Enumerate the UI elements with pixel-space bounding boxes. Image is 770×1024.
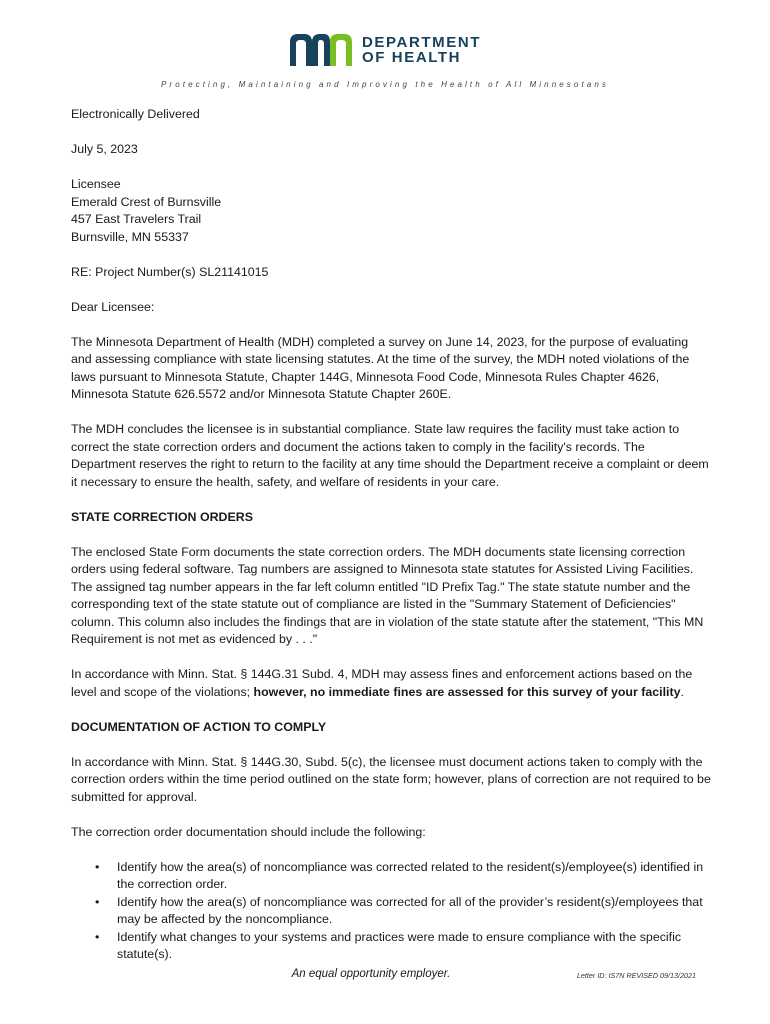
- footer-employer: An equal opportunity employer.: [291, 968, 451, 980]
- letterhead: [0, 32, 770, 72]
- bullet-icon: •: [95, 929, 100, 944]
- department-of-health-wordmark: [362, 35, 481, 65]
- list-item: [71, 859, 711, 894]
- mn-logo-icon: [290, 32, 354, 66]
- paragraph-fines: [71, 666, 711, 701]
- address-line: Burnsville, MN 55337: [71, 229, 189, 244]
- salutation: Dear Licensee:: [71, 299, 155, 314]
- tagline: Protecting, Maintaining and Improving the Health of All Minnesotans: [161, 80, 609, 89]
- list-item-text: Identify how the area(s) of noncompliance was corrected related to the resident(s)/employee(s) identified in the correction order.: [117, 859, 704, 891]
- list-item-text: Identify what changes to your systems and practices were made to ensure compliance with the specific statute(s).: [117, 929, 682, 961]
- address-line: 457 East Travelers Trail: [71, 212, 202, 226]
- list-item: [71, 894, 711, 929]
- recipient-address: [71, 176, 711, 246]
- logo-line-1: DEPARTMENT: [362, 34, 482, 51]
- fines-end: .: [680, 684, 684, 699]
- bullet-icon: •: [95, 894, 100, 909]
- paragraph-compliance: The MDH concludes the licensee is in substantial compliance. State law requires the facility must take action to correct the state correction orders and document the actions taken to comply in the facility's records. The Department reserves the right to return to the facility at any time should the Department receive a complaint or deem it necessary to ensure the health, safety, and welfare of residents in your care.: [71, 422, 709, 489]
- delivery-method: Electronically Delivered: [71, 107, 200, 121]
- paragraph-state-correction-orders: The enclosed State Form documents the state correction orders. The MDH documents state licensing correction orders using federal software. Tag numbers are assigned to Minnesota state statutes for Assisted Living Facilities. The assigned tag number appears in the far left column entitled "ID Prefix Tag." The state statute number and the corresponding text of the state statute out of compliance are listed in the "Summary Statement of Deficiencies" column. This column also includes the findings that are in violation of the state statute after the statement, "This MN Requirement is not met as evidenced by . . .": [71, 544, 704, 646]
- address-line: Licensee: [71, 177, 121, 191]
- fines-bold-text: however, no immediate fines are assessed for this survey of your facility: [253, 684, 681, 699]
- fines-text: In accordance with Minn. Stat. § 144G.31 Subd. 4, MDH may assess fines and enforcement actions based on the level and scope of the violations;: [71, 667, 693, 699]
- bullet-icon: •: [95, 859, 100, 874]
- requirements-list: [71, 859, 711, 964]
- section-heading-documentation: DOCUMENTATION OF ACTION TO COMPLY: [71, 719, 327, 734]
- letter-body: [71, 106, 711, 964]
- logo-line-2: OF HEALTH: [362, 49, 462, 66]
- list-intro: The correction order documentation should include the following:: [71, 824, 426, 839]
- list-item: [71, 929, 711, 964]
- list-item-text: Identify how the area(s) of noncompliance was corrected for all of the provider’s resident(s)/employees that may be affected by the noncompliance.: [117, 894, 703, 926]
- paragraph-survey: The Minnesota Department of Health (MDH) completed a survey on June 14, 2023, for the purpose of evaluating and assessing compliance with state licensing statutes. At the time of the survey, the MDH noted violations of the laws pursuant to Minnesota Statute, Chapter 144G, Minnesota Food Code, Minnesota Rules Chapter 4626, Minnesota Statute 626.5572 and/or Minnesota Statute Chapter 260E.: [71, 334, 690, 401]
- section-heading-state-correction-orders: STATE CORRECTION ORDERS: [71, 509, 253, 524]
- letter-date: July 5, 2023: [71, 142, 138, 156]
- footer-letter-id: Letter ID: IS7N REVISED 09/13/2021: [576, 971, 696, 980]
- address-line: Emerald Crest of Burnsville: [71, 194, 222, 209]
- re-line: RE: Project Number(s) SL21141015: [71, 264, 269, 279]
- paragraph-documentation: In accordance with Minn. Stat. § 144G.30, Subd. 5(c), the licensee must document actions taken to comply with the correction orders within the time period outlined on the state form; however, plans of correction are not required to be submitted for approval.: [71, 754, 711, 804]
